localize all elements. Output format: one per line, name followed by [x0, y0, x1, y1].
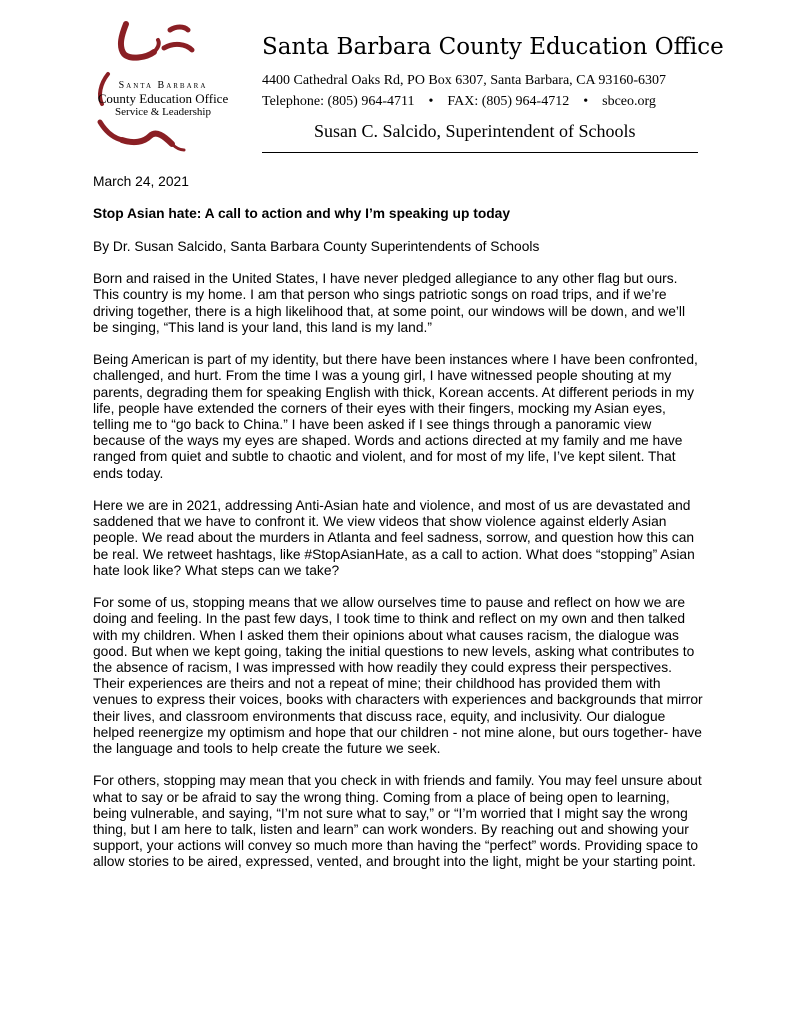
letterhead-address: 4400 Cathedral Oaks Rd, PO Box 6307, Santa Barbara, CA 93160-6307 — [262, 73, 667, 88]
paragraph: For others, stopping may mean that you check in with friends and family. You may feel unsure about what to say or be afraid to say the wrong thing. Coming from a place of being open to learning, being vulnerable, and saying, “I’m not sure what to say,” or “I’m worried that I might say the wrong thing, but I am here to talk, listen and learn” can work wonders. By reaching out and showing your support, your actions will convey so much more than having the “perfect” words. Providing space to allow stories to be aired, expressed, vented, and brought into the light, might be your starting point. — [93, 773, 702, 870]
document-date: March 24, 2021 — [93, 174, 189, 189]
letterhead-divider — [262, 152, 698, 153]
sbceo-logo — [88, 18, 238, 158]
letterhead-organization-name: Santa Barbara County Education Office — [262, 34, 724, 60]
letterhead-contact — [262, 94, 656, 110]
letterhead-superintendent: Susan C. Salcido, Superintendent of Schools — [314, 121, 636, 141]
separator-dot: • — [583, 94, 589, 109]
document-title: Stop Asian hate: A call to action and why I’m speaking up today — [93, 206, 511, 222]
separator-dot: • — [428, 94, 434, 109]
letterhead-website: sbceo.org — [602, 94, 656, 109]
paragraph: Here we are in 2021, addressing Anti-Asian hate and violence, and most of us are devastated and saddened that we have to confront it. We view videos that show violence against elderly Asian people. We read about the murders in Atlanta and feel sadness, sorrow, and question how this can be real. We retweet hashtags, like #StopAsianHate, as a call to action. What does “stopping” Asian hate look like? What steps can we take? — [93, 497, 695, 578]
paragraph: For some of us, stopping means that we allow ourselves time to pause and reflect on how we are doing and feeling. In the past few days, I took time to think and reflect on my own and then talked with my children. When I asked them their opinions about what causes racism, the dialogue was good. But when we kept going, taking the initial questions to new levels, asking what contributes to the absence of racism, I was impressed with how readily they could express their perspectives. Their experiences are theirs and not a repeat of mine; their childhood has provided them with venues to express their voices, books with characters with experiences and backgrounds that mirror their lives, and classroom environments that discuss race, equity, and inclusivity. Our dialogue helped reenergize my optimism and hope that our children - not mine alone, but ours together- have the language and tools to help create the future we seek. — [93, 595, 703, 757]
paragraph: Born and raised in the United States, I have never pledged allegiance to any other flag but ours. This country is my home. I am that person who sings patriotic songs on road trips, and if we’re driving together, there is a high likelihood that, at some point, our windows will be down, and we’ll be singing, “This land is your land, this land is my land.” — [93, 271, 686, 335]
document-byline: By Dr. Susan Salcido, Santa Barbara County Superintendents of Schools — [93, 238, 540, 254]
paragraph: Being American is part of my identity, but there have been instances where I have been confronted, challenged, and hurt. From the time I was a young girl, I have witnessed people shouting at my parents, degrading them for speaking English with thick, Korean accents. At different periods in my life, people have extended the corners of their eyes with their fingers, mocking my Asian eyes, telling me to “go back to China.” I have been asked if I see things through a panoramic view because of the ways my eyes are shaped. Words and actions directed at my family and me have ranged from quiet and subtle to chaotic and violent, and for most of my life, I’ve kept silent. That ends today. — [93, 352, 698, 481]
letterhead-telephone: Telephone: (805) 964-4711 — [262, 94, 415, 109]
letterhead-fax: FAX: (805) 964-4712 — [447, 94, 570, 109]
logo-line-1: Santa Barbara — [118, 80, 208, 91]
document-body — [93, 174, 703, 887]
logo-line-3: Service & Leadership — [115, 106, 211, 118]
logo-line-2: County Education Office — [97, 91, 229, 106]
